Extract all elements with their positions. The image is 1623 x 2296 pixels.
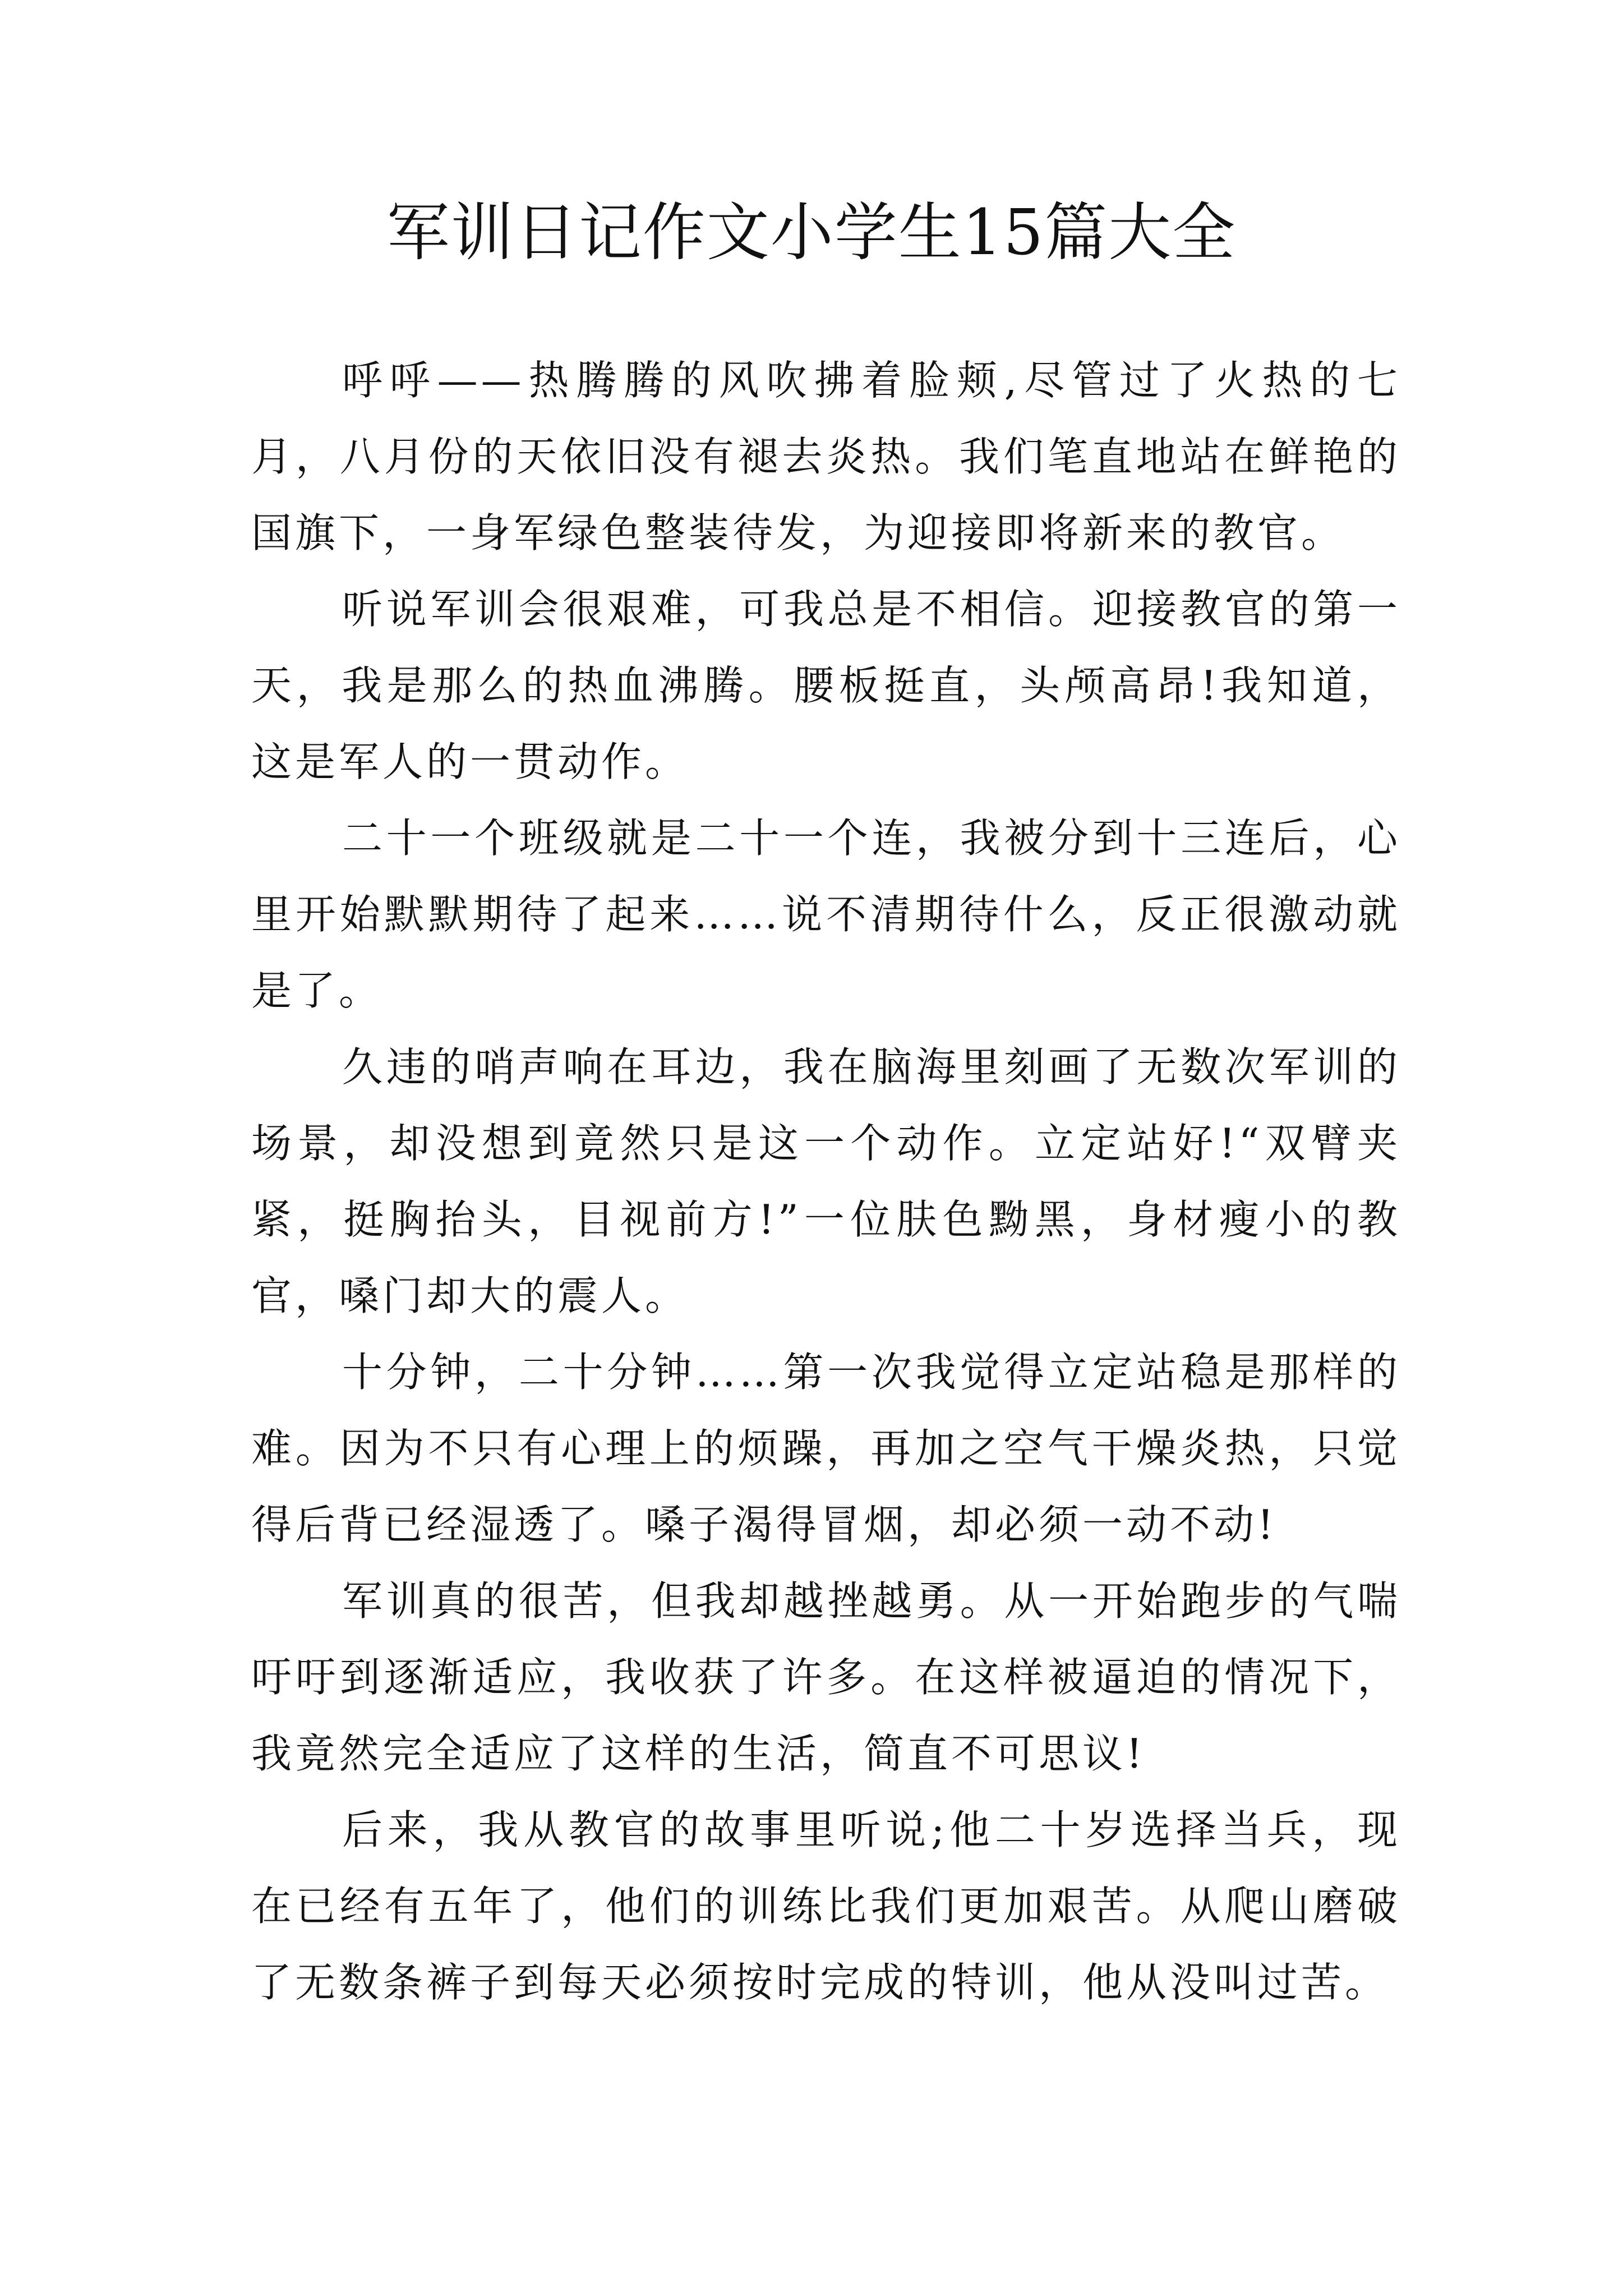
paragraph-3: 二十一个班级就是二十一个连，我被分到十三连后，心里开始默默期待了起来……说不清期待什么，反正很激动就是了。 xyxy=(251,815,1401,1014)
paragraph-6: 军训真的很苦，但我却越挫越勇。从一开始跑步的气喘吁吁到逐渐适应，我收获了许多。在这样被逼迫的情况下，我竟然完全适应了这样的生活，简直不可思议! xyxy=(251,1577,1401,1777)
paragraph-4: 久违的哨声响在耳边，我在脑海里刻画了无数次军训的场景，却没想到竟然只是这一个动作。立定站好!“双臂夹紧，挺胸抬头，目视前方!”一位肤色黝黑，身材瘦小的教官，嗓门却大的震人。 xyxy=(251,1043,1401,1319)
paragraph-7: 后来，我从教官的故事里听说;他二十岁选择当兵，现在已经有五年了，他们的训练比我们更加艰苦。从爬山磨破了无数条裤子到每天必须按时完成的特训，他从没叫过苦。 xyxy=(251,1806,1401,2006)
paragraph-1: 呼呼——热腾腾的风吹拂着脸颊,尽管过了火热的七月，八月份的天依旧没有褪去炎热。我们笔直地站在鲜艳的国旗下，一身军绿色整装待发，为迎接即将新来的教官。 xyxy=(251,357,1401,556)
document-title: 军训日记作文小学生15篇大全 xyxy=(386,196,1237,269)
document-body xyxy=(251,342,1401,2021)
paragraph-2: 听说军训会很艰难，可我总是不相信。迎接教官的第一天，我是那么的热血沸腾。腰板挺直，头颅高昂!我知道，这是军人的一贯动作。 xyxy=(251,586,1401,785)
paragraph-5: 十分钟，二十分钟……第一次我觉得立定站稳是那样的难。因为不只有心理上的烦躁，再加之空气干燥炎热，只觉得后背已经湿透了。嗓子渴得冒烟，却必须一动不动! xyxy=(251,1349,1401,1548)
